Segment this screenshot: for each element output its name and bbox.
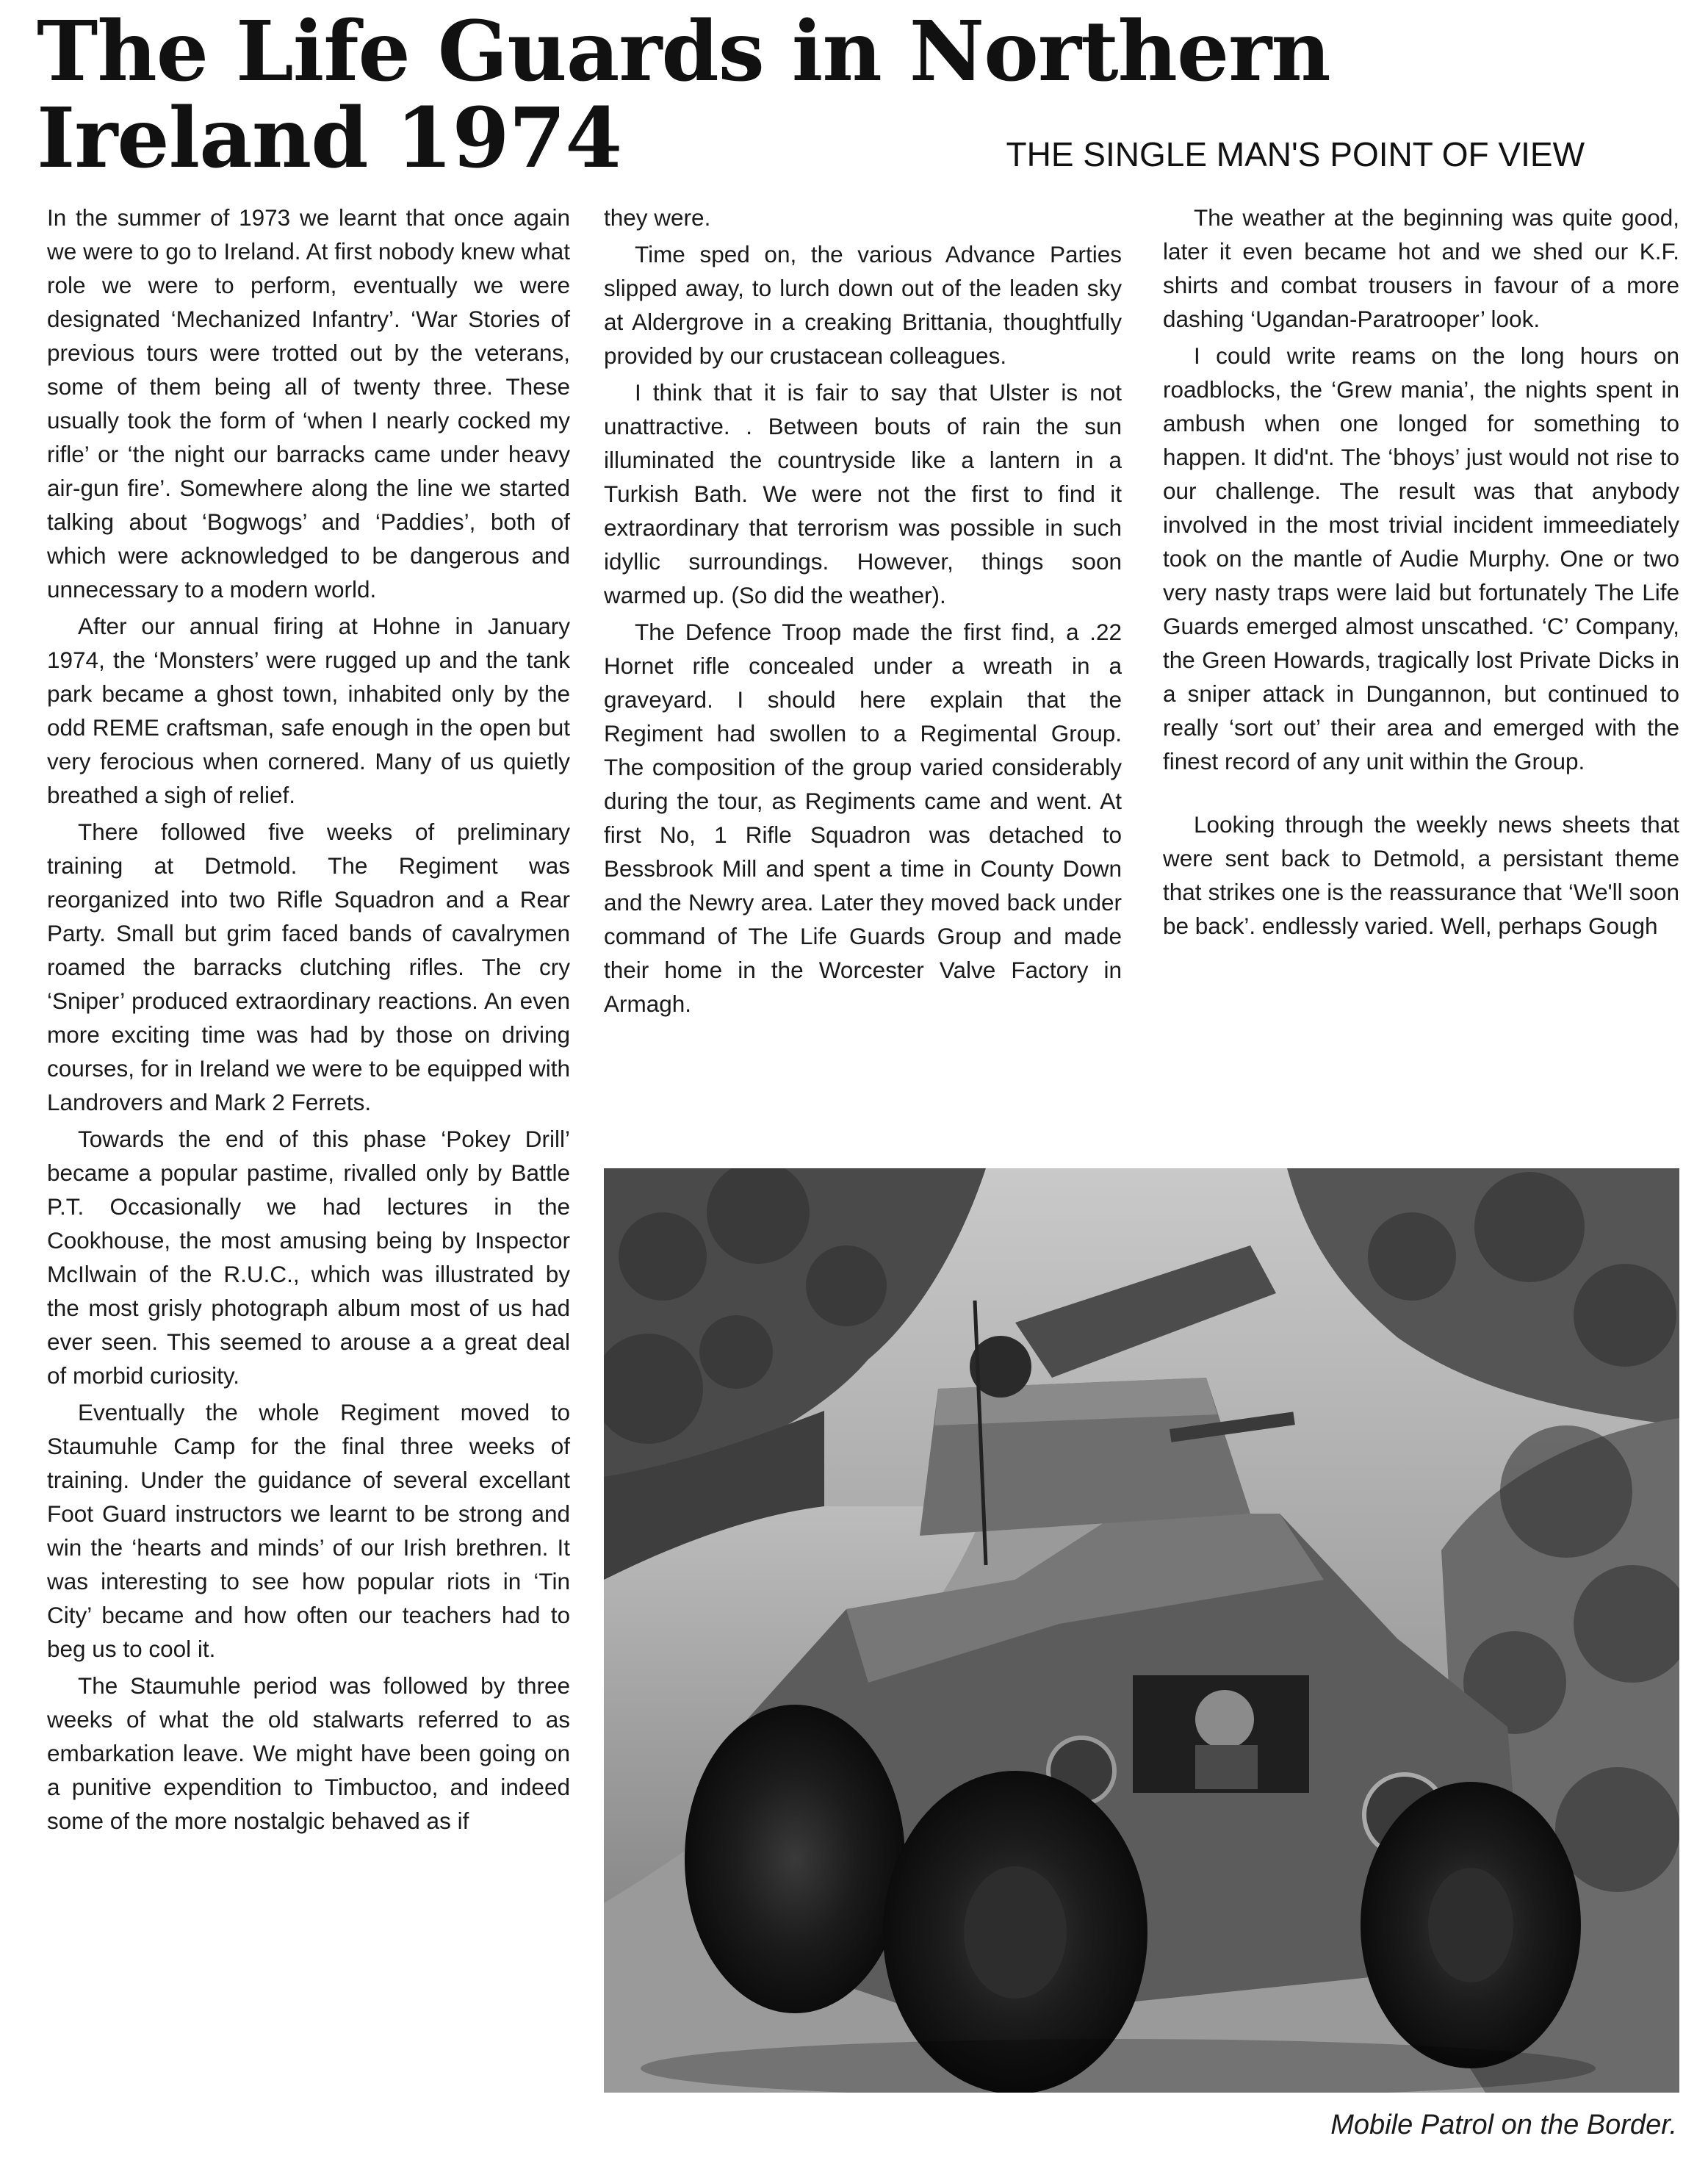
paragraph: The Defence Troop made the first find, a .22 Hornet rifle concealed under a wreath in a graveyard. I should here explain that the Regiment had swollen to a Regimental Group. The composition of the group varied considerably during the tour, as Regiments came and went. At first No, 1 Rifle Squadron was detached to Bessbrook Mill and spent a time in County Down and the Newry area. Later they moved back under command of The Life Guards Group and made their home in the Worcester Valve Factory in Armagh. [604,619,1122,1017]
paragraph: I think that it is fair to say that Ulster is not unattractive. . Between bouts of rain the sun illuminated the countryside like a lantern in a Turkish Bath. We were not the first to find it extraordinary that terrorism was possible in such idyllic surroundings. However, things soon warmed up. (So did the weather). [604,379,1122,608]
paragraph: The weather at the beginning was quite good, later it even became hot and we shed our K.F. shirts and combat trousers in favour of a more dashing ‘Ugandan-Paratrooper’ look. [1163,204,1679,332]
paragraph: There followed five weeks of preliminary training at Detmold. The Regiment was reorganized into two Rifle Squadron and a Rear Party. Small but grim faced bands of cavalrymen roamed the barracks clutching rifles. The cry ‘Sniper’ produced extraordinary reactions. An even more exciting time was had by those on driving courses, for in Ireland we were to be equipped with Landrovers and Mark 2 Ferrets. [47,819,570,1115]
paragraph: I could write reams on the long hours on roadblocks, the ‘Grew mania’, the nights spent in ambush when one longed for something to happen. It did'nt. The ‘bhoys’ just would not rise to our challenge. The result was that anybody involved in the most trivial incident immeediately took on the mantle of Audie Murphy. One or two very nasty traps were laid but fortunately The Life Guards emerged almost unscathed. ‘C’ Company, the Green Howards, tragically lost Private Dicks in a sniper attack in Dungannon, but continued to really ‘sort out’ their area and emerged with the finest record of any unit within the Group. [1163,342,1679,774]
paragraph: Time sped on, the various Advance Parties slipped away, to lurch down out of the leaden sky at Aldergrove in a creaking Brittania, thoughtfully provided by our crustacean colleagues. [604,241,1122,369]
photo-caption: Mobile Patrol on the Border. [1330,2110,1677,2140]
paragraph: In the summer of 1973 we learnt that once again we were to go to Ireland. At first nobody knew what role we were to perform, eventually we were designated ‘Mechanized Infantry’. ‘War Stories of previous tours were trotted out by the veterans, some of them being all of twenty three. These usually took the form of ‘when I nearly cocked my rifle’ or ‘the night our barracks came under heavy air-gun fire’. Somewhere along the line we started talking about ‘Bogwogs’ and ‘Paddies’, both of which were acknowledged to be dangerous and unnecessary to a modern world. [47,204,570,603]
text-column-2 [604,201,1122,1024]
article-title: The Life Guards in Northern Ireland 1974 [37,4,1330,187]
paragraph: After our annual firing at Hohne in January 1974, the ‘Monsters’ were rugged up and the tank park became a ghost town, inhabited only by the odd REME craftsman, safe enough in the open but very ferocious when cornered. Many of us quietly breathed a sigh of relief. [47,613,570,808]
paragraph: Looking through the weekly news sheets that were sent back to Detmold, a persistant theme that strikes one is the reassurance that ‘We'll soon be back’. endlessly varied. Well, perhaps Gough [1163,811,1679,939]
text-column-1 [47,201,570,1841]
paragraph: Eventually the whole Regiment moved to Staumuhle Camp for the final three weeks of training. Under the guidance of several excellant Foot Guard instructors we learnt to be strong and win the ‘hearts and minds’ of our Irish brethren. It was interesting to see how popular riots in ‘Tin City’ became and how often our teachers had to beg us to cool it. [47,1399,570,1662]
text-column-3 [1163,201,1679,946]
paragraph: Towards the end of this phase ‘Pokey Drill’ became a popular pastime, rivalled only by Battle P.T. Occasionally we had lectures in the Cookhouse, the most amusing being by Inspector McIlwain of the R.U.C., which was illustrated by the most grisly photograph album most of us had ever seen. This seemed to arouse a a great deal of morbid curiosity. [47,1126,570,1389]
paragraph: The Staumuhle period was followed by three weeks of what the old stalwarts referred to as embarkation leave. We might have been going on a punitive expendition to Timbuctoo, and indeed some of the more nostalgic behaved as if [47,1672,570,1834]
armoured-car-photo [604,1168,1679,2093]
paragraph: they were. [604,204,711,231]
article-subtitle: THE SINGLE MAN'S POINT OF VIEW [1006,135,1585,173]
photo-illustration [604,1168,1679,2093]
